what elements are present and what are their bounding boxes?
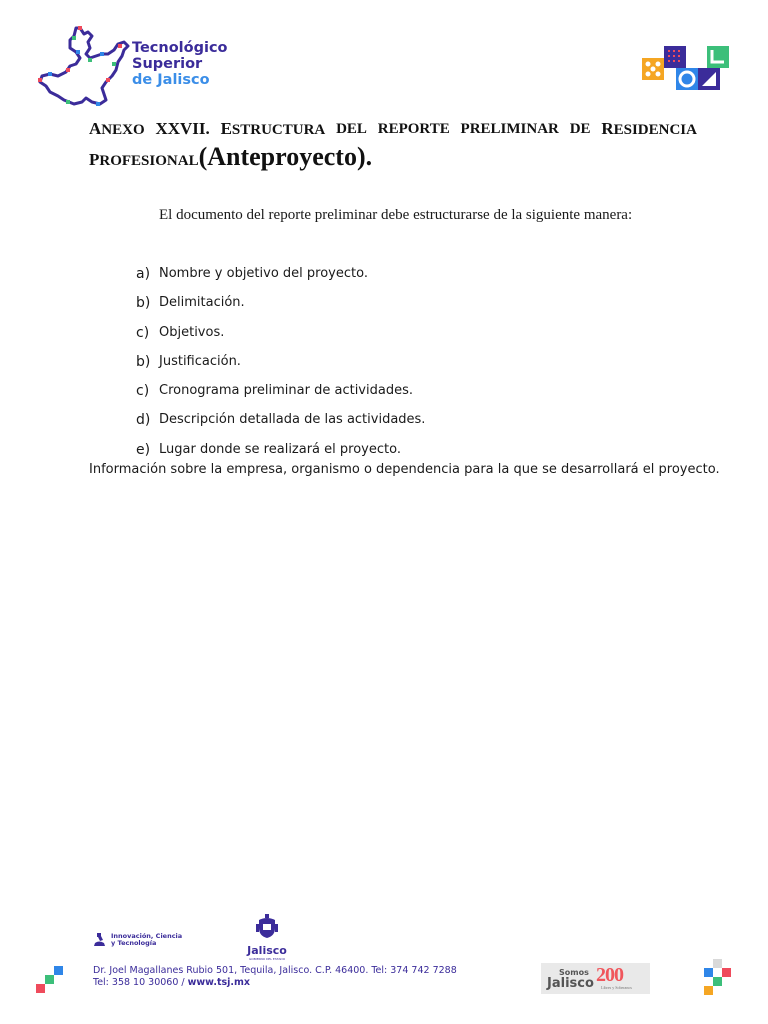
list-marker: d) (136, 412, 151, 428)
logo-line-3: de Jalisco (132, 72, 210, 88)
title-word: DEL (336, 121, 367, 137)
list-marker: b) (136, 295, 151, 311)
title-word: ANEXO (89, 119, 145, 138)
title-anteproyecto: (Anteproyecto). (198, 142, 373, 171)
address-line-1: Dr. Joel Magallanes Rubio 501, Tequila, Jalisco. C.P. 46400. Tel: 374 742 7288 (93, 965, 457, 976)
list-marker: c) (136, 325, 150, 341)
list-marker: b) (136, 354, 151, 370)
list-marker: a) (136, 266, 151, 282)
list-item (136, 295, 245, 311)
decorative-squares-right-icon (704, 959, 734, 997)
list-text: Justificación. (159, 354, 241, 369)
jalisco-map-icon (36, 22, 136, 108)
website-link[interactable]: www.tsj.mx (187, 977, 251, 988)
tsj-logo-text (132, 40, 228, 88)
list-item (136, 442, 401, 458)
200-text: 200 (596, 964, 623, 986)
jalisco-government-logo (244, 914, 290, 961)
title-word: DE (569, 121, 591, 137)
list-text: Delimitación. (159, 295, 245, 310)
title-word: PRELIMINAR (460, 121, 559, 137)
somos-text: Somos (559, 968, 589, 977)
list-text: Objetivos. (159, 325, 225, 340)
title-line-1 (89, 116, 697, 143)
title-word: REPORTE (377, 121, 450, 137)
list-item (136, 266, 368, 282)
title-word: RESIDENCIA (601, 119, 697, 138)
innovation-logo (93, 932, 182, 948)
list-item (136, 325, 224, 341)
list-text: Descripción detallada de las actividades. (159, 412, 426, 427)
list-item (136, 383, 413, 399)
innovation-line-1: Innovación, Ciencia (111, 932, 183, 940)
list-text: Lugar donde se realizará el proyecto. (159, 442, 401, 457)
innovation-line-2: y Tecnología (111, 939, 157, 947)
somos-jalisco-200-logo (541, 963, 650, 994)
logo-line-1: Tecnológico (132, 40, 228, 56)
list-item (136, 412, 425, 428)
logo-line-2: Superior (132, 56, 203, 72)
jalisco-crest-icon (255, 914, 279, 940)
colorful-blocks-logo (640, 44, 732, 94)
jalisco-text: Jalisco (547, 976, 594, 991)
address-line-2: Tel: 358 10 30060 / www.tsj.mx (93, 977, 251, 988)
title-line-2: PROFESIONAL(Anteproyecto). (89, 142, 373, 171)
microscope-icon (93, 932, 107, 948)
title-word: XXVII. (155, 119, 210, 138)
company-info-line: Información sobre la empresa, organismo o dependencia para la que se desarrollará el proyecto. (89, 462, 720, 477)
list-text: Nombre y objetivo del proyecto. (159, 266, 368, 281)
jalisco-sub: GOBIERNO DEL ESTADO (248, 957, 286, 961)
decorative-squares-left-icon (36, 966, 66, 996)
intro-paragraph: El documento del reporte preliminar debe estructurarse de la siguiente manera: (159, 207, 633, 223)
list-marker: e) (136, 442, 151, 458)
libres-soberanos-text: Libres y Soberanos (601, 985, 632, 990)
footer-address (93, 965, 457, 989)
list-item (136, 354, 241, 370)
blocks-icon (640, 44, 732, 94)
list-text: Cronograma preliminar de actividades. (159, 383, 413, 398)
jalisco-word: Jalisco (247, 944, 287, 957)
list-marker: c) (136, 383, 150, 399)
document-title (89, 116, 697, 175)
title-word: ESTRUCTURA (220, 119, 326, 138)
